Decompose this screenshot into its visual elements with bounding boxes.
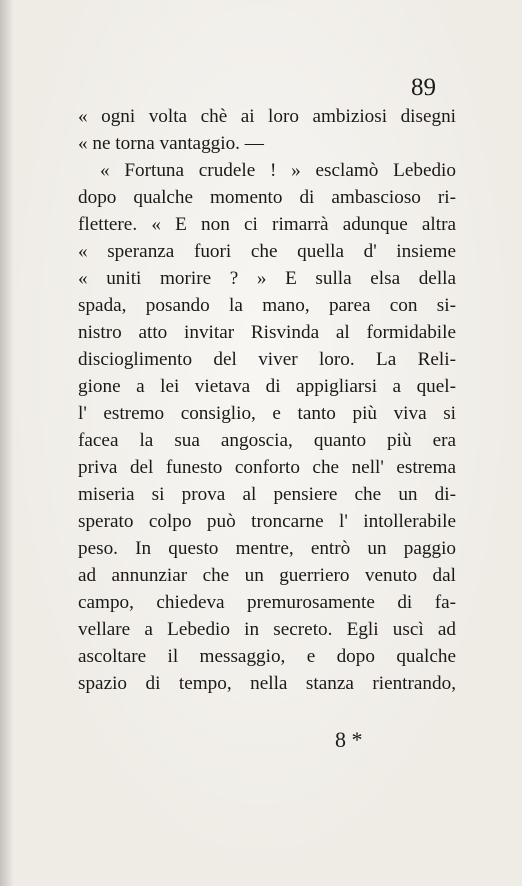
text-line: « ogni volta chè ai loro ambiziosi disegni [78, 106, 456, 127]
text-line: « uniti morire ? » E sulla elsa della [78, 268, 456, 289]
text-line: vellare a Lebedio in secreto. Egli uscì ad [78, 619, 456, 640]
text-line: miseria si prova al pensiere che un di- [78, 484, 456, 505]
text-line: « ne torna vantaggio. — [78, 133, 264, 154]
text-line: ascoltare il messaggio, e dopo qualche [78, 646, 456, 667]
text-line: ad annunziar che un guerriero venuto dal [78, 565, 456, 586]
text-line: spada, posando la mano, parea con si- [78, 295, 456, 316]
text-line: flettere. « E non ci rimarrà adunque altra [78, 214, 456, 235]
signature-mark: 8 * [335, 727, 363, 752]
text-line: « speranza fuori che quella d' insieme [78, 241, 456, 262]
page-spine-shadow [0, 0, 14, 886]
text-line: priva del funesto conforto che nell' estrema [78, 457, 456, 478]
text-line: « Fortuna crudele ! » esclamò Lebedio [100, 160, 456, 181]
text-line: sperato colpo può troncarne l' intollerabile [78, 511, 456, 532]
text-line: dopo qualche momento di ambascioso ri- [78, 187, 456, 208]
body-text [78, 103, 456, 697]
text-line: peso. In questo mentre, entrò un paggio [78, 538, 456, 559]
text-line: facea la sua angoscia, quanto più era [78, 430, 456, 451]
text-line: nistro atto invitar Risvinda al formidabile [78, 322, 456, 343]
text-line: spazio di tempo, nella stanza rientrando, [78, 673, 456, 694]
text-line: gione a lei vietava di appigliarsi a quel- [78, 376, 456, 397]
page-number: 89 [411, 74, 436, 101]
text-line: l' estremo consiglio, e tanto più viva si [78, 403, 456, 424]
text-line: campo, chiedeva premurosamente di fa- [78, 592, 456, 613]
text-line: discioglimento del viver loro. La Reli- [78, 349, 456, 370]
